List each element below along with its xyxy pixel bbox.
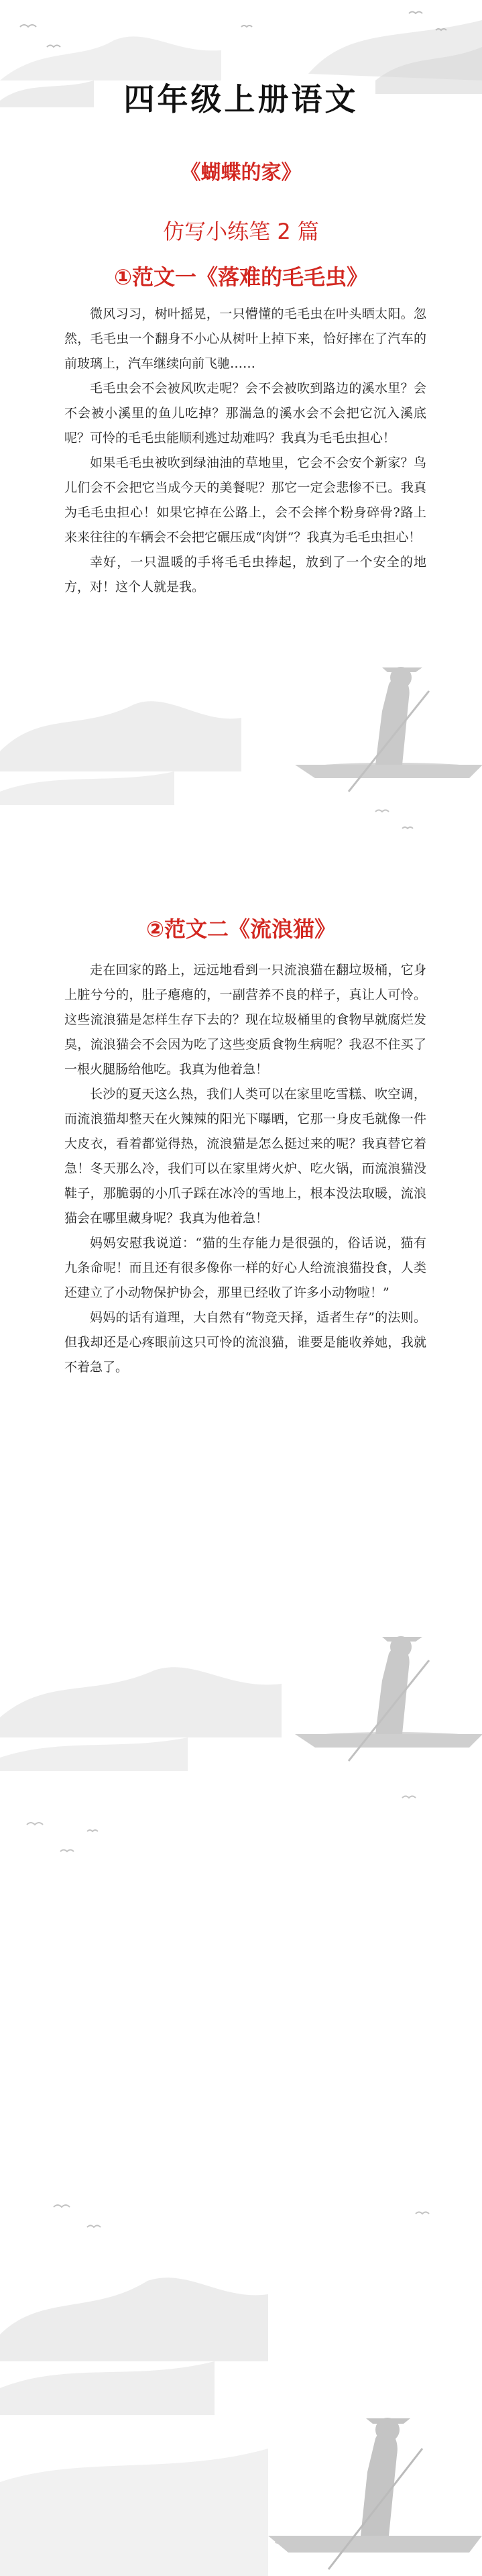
birds-decoration-bottom — [54, 2205, 429, 2227]
essay-1-paragraph: 如果毛毛虫被吹到绿油油的草地里，它会不会安个新家？鸟儿们会不会把它当成今天的美餐呢？那它一定会悲惨不已。我真为毛毛虫担心！如果它掉在公路上，会不会摔个粉身碎骨?路上来来往往的车辆会不会把它碾压成“肉饼”？我真为毛毛虫担心！ — [64, 455, 426, 545]
birds-decoration-top — [20, 12, 446, 48]
boatman-figure-bottom — [268, 2418, 482, 2569]
mountain-decoration-bottom — [0, 2277, 268, 2576]
main-title: 四年级上册语文 — [123, 81, 359, 117]
essay-2-paragraph: 长沙的夏天这么热，我们人类可以在家里吃雪糕、吹空调，而流浪猫却整天在火辣辣的阳光下曝晒，它那一身皮毛就像一件大皮衣，看着都觉得热，流浪猫是怎么挺过来的呢？我真替它着急！冬天那么冷，我们可以在家里烤火炉、吃火锅，而流浪猫没鞋子，那脆弱的小爪子踩在冰冷的雪地上，根本没法取暖，流浪猫会在哪里藏身呢？我真为他着急！ — [64, 1087, 426, 1226]
essay-2-paragraph: 妈妈的话有道理，大自然有“物竞天择，适者生存”的法则。但我却还是心疼眼前这只可怜的流浪猫，谁要是能收养她，我就不着急了。 — [64, 1310, 426, 1375]
sub-title: 仿写小练笔 2 篇 — [163, 219, 319, 244]
essay-1-paragraph: 毛毛虫会不会被风吹走呢？会不会被吹到路边的溪水里？会不会被小溪里的鱼儿吃掉？那湍急的溪水会不会把它沉入溪底呢？可怜的毛毛虫能顺利逃过劫难吗？我真为毛毛虫担心！ — [64, 381, 426, 445]
mountain-decoration-lower — [0, 1667, 282, 1771]
book-title: 《蝴蝶的家》 — [180, 161, 302, 184]
essay-2-body — [64, 958, 426, 1380]
essay-2-paragraph: 妈妈安慰我说道：“猫的生存能力是很强的，俗话说，猫有九条命呢！而且还有很多像你一样的好心人给流浪猫投食，人类还建立了小动物保护协会，那里已经收了许多小动物啦！” — [64, 1236, 426, 1300]
birds-decoration-lower — [27, 1796, 416, 1852]
essay-1-paragraph: 幸好，一只温暖的手将毛毛虫捧起，放到了一个安全的地方，对！这个人就是我。 — [64, 555, 426, 594]
essay-2-paragraph: 走在回家的路上，远远地看到一只流浪猫在翻垃圾桶，它身上脏兮兮的，肚子瘪瘪的，一副营养不良的样子，真让人可怜。这些流浪猫是怎样生存下去的？现在垃圾桶里的食物早就腐烂发臭，流浪猫会不会因为吃了这些变质食物生病呢？我忍不住买了一根火腿肠给他吃。我真为他着急！ — [64, 963, 426, 1077]
boatman-figure-middle — [295, 1636, 482, 1761]
essay-1-title: ①范文一《落难的毛毛虫》 — [113, 264, 369, 290]
boatman-figure-top — [295, 667, 482, 792]
mountain-decoration-middle — [0, 701, 241, 805]
birds-decoration-middle — [375, 810, 413, 829]
essay-1-paragraph: 微风习习，树叶摇晃，一只懵懂的毛毛虫在叶头晒太阳。忽然，毛毛虫一个翻身不小心从树叶上掉下来，恰好摔在了汽车的前玻璃上，汽车继续向前飞驰…… — [64, 307, 426, 371]
essay-1-body — [64, 302, 426, 600]
essay-2-title: ②范文二《流浪猫》 — [145, 916, 337, 942]
